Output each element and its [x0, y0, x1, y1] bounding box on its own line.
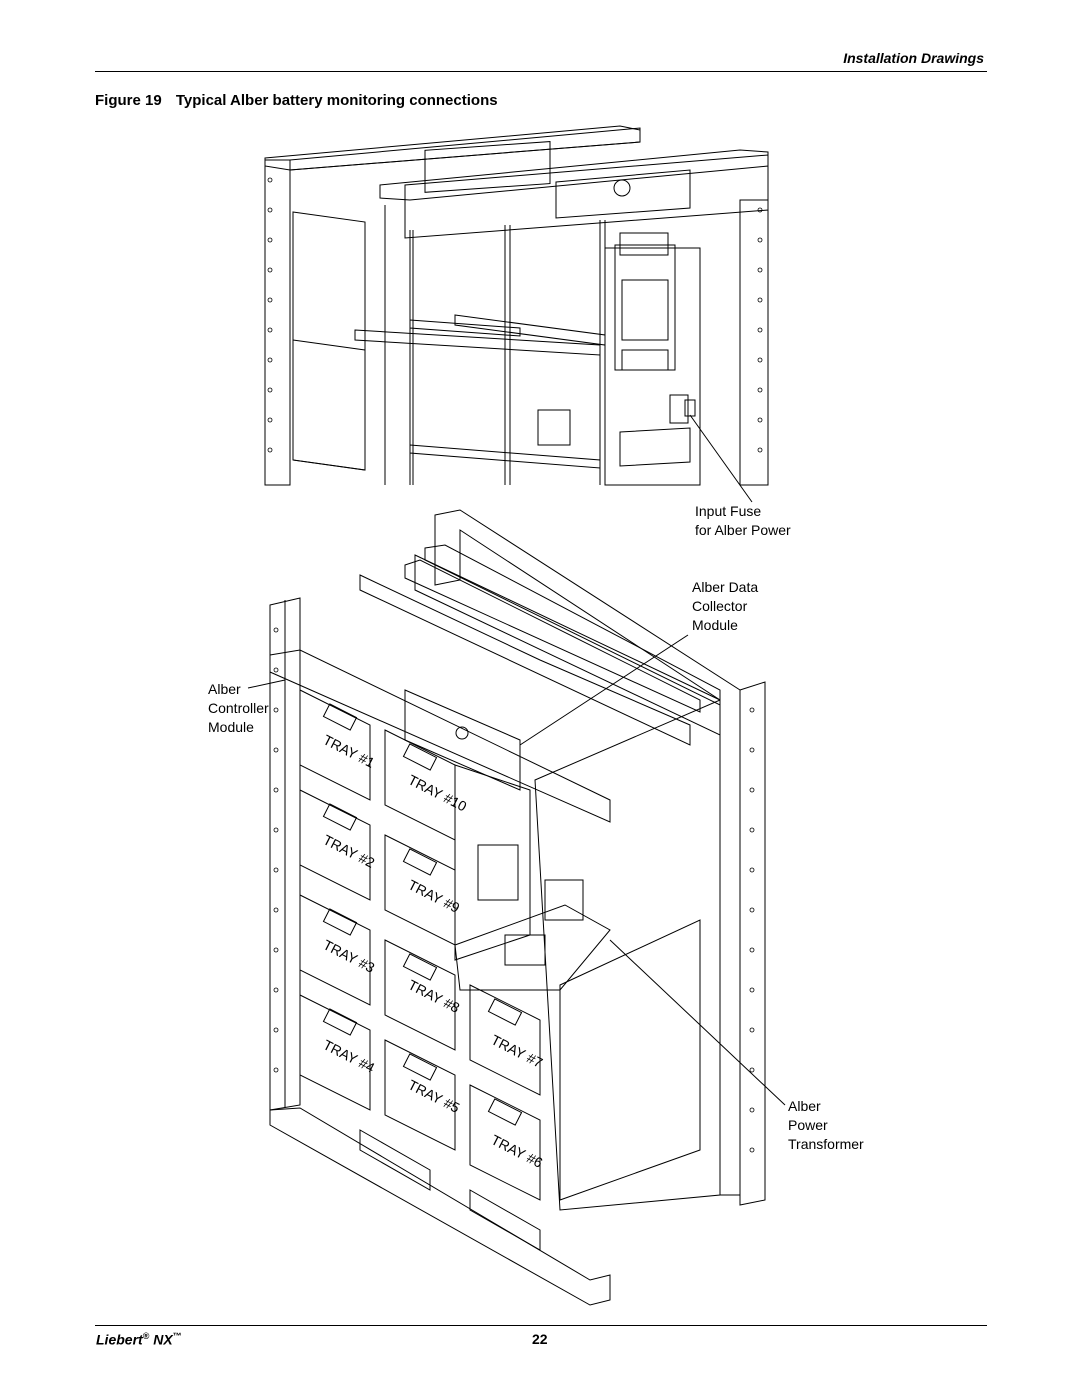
section-title: Installation Drawings: [843, 50, 984, 66]
figure-number: Figure 19: [95, 92, 162, 109]
footer-brand: Liebert® NX™: [96, 1331, 182, 1348]
page-number: 22: [532, 1331, 548, 1347]
tray-label: TRAY #8: [405, 976, 463, 1016]
tray-label: TRAY #4: [320, 1036, 378, 1076]
tray-label: TRAY #7: [488, 1031, 546, 1071]
tray-label: TRAY #10: [405, 771, 470, 815]
tray-label: TRAY #1: [320, 731, 378, 771]
footer-rule: [95, 1325, 987, 1326]
figure-title: Typical Alber battery monitoring connections: [175, 92, 498, 109]
callout-input-fuse: Input Fuse for Alber Power: [695, 503, 791, 538]
tray-label: TRAY #2: [320, 831, 378, 871]
callout-controller-module: Alber Controller Module: [208, 681, 269, 735]
tray-labels: [321, 731, 546, 1171]
tray-label: TRAY #9: [405, 876, 463, 916]
callout-data-collector: Alber Data Collector Module: [692, 579, 759, 633]
callout-power-transformer: Alber Power Transformer: [788, 1098, 864, 1152]
tray-label: TRAY #6: [488, 1131, 546, 1171]
upper-cabinet-frame: [265, 126, 768, 502]
tray-label: TRAY #3: [320, 936, 378, 976]
tray-label: TRAY #5: [405, 1076, 463, 1116]
